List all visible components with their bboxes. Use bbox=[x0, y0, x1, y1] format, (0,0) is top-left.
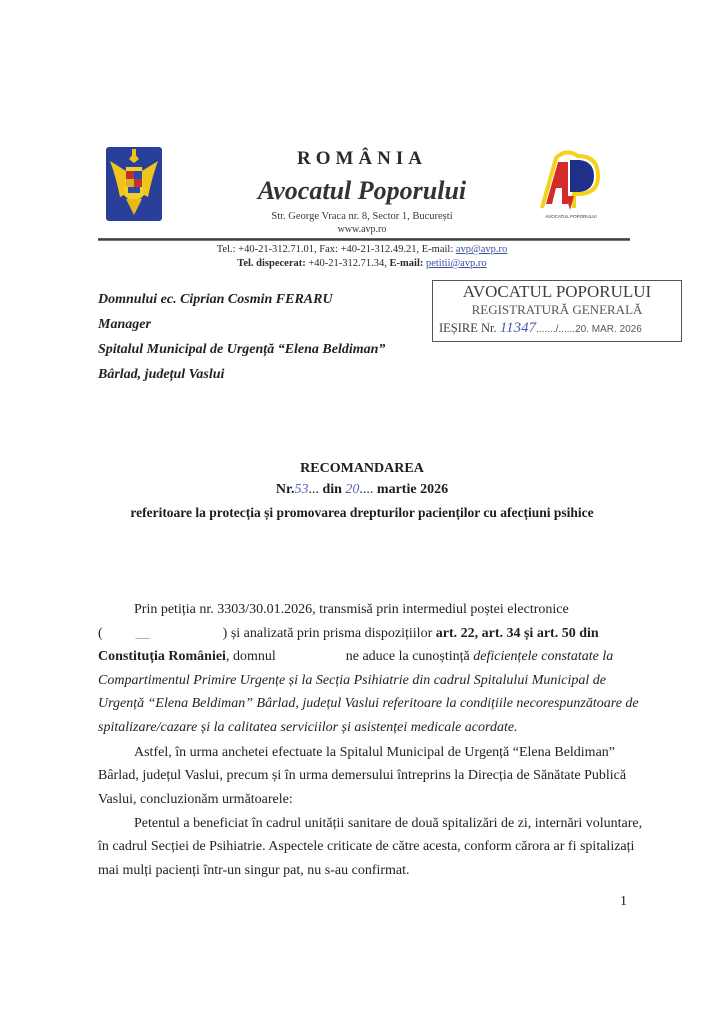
month-year: martie 2026 bbox=[376, 482, 449, 497]
header-divider bbox=[98, 238, 630, 241]
stamp-title: AVOCATUL POPORULUI bbox=[462, 282, 652, 301]
din-label: din bbox=[322, 482, 342, 497]
p3-line-1: Petentul a beneficiat în cadrul unității sanitare de două spitalizări de zi, internări voluntare, bbox=[134, 816, 643, 831]
stamp-date: 20. MAR. 2026 bbox=[575, 324, 642, 335]
header-institution: Avocatul Poporului bbox=[257, 176, 467, 205]
addressee-location: Bârlad, județul Vaslui bbox=[98, 367, 225, 382]
p2-line-3: Vaslui, concluzionăm următoarele: bbox=[98, 792, 293, 807]
logo-caption: AVOCATUL POPORULUI bbox=[545, 214, 597, 219]
addressee-name: Domnului ec. Ciprian Cosmin FERARU bbox=[98, 292, 333, 307]
p2-line-1: Astfel, în urma anchetei efectuate la Spitalul Municipal de Urgență “Elena Beldiman” bbox=[134, 745, 616, 760]
p1-line-3-text: ne aduce la cunoștință bbox=[345, 649, 474, 664]
document-number-line: Nr.53... din 20.... martie 2026 bbox=[275, 482, 449, 497]
stamp-separator: ......./...... bbox=[536, 324, 576, 335]
p3-line-3: mai mulți pacienți într-un singur pat, nu s-au confirmat. bbox=[98, 863, 410, 878]
stamp-exit-label: IEȘIRE Nr. bbox=[439, 321, 497, 335]
stamp-registry: REGISTRATURĂ GENERALĂ bbox=[471, 302, 643, 317]
stamp-handwritten-number: 11347 bbox=[499, 320, 537, 336]
nr-label: Nr. bbox=[275, 482, 295, 497]
romania-coat-of-arms-icon bbox=[106, 147, 162, 221]
p1-line-5: Urgență “Elena Beldiman” Bârlad, județul Vaslui referitoare la condițiile necorespunzătoare de bbox=[98, 696, 639, 711]
day-handwritten-value: 20 bbox=[345, 482, 360, 497]
p1-deficiencies: deficiențele constatate la bbox=[473, 649, 614, 664]
header-country: ROMÂNIA bbox=[297, 148, 427, 169]
p1-line-1: Prin petiția nr. 3303/30.01.2026, transmisă prin intermediul poștei electronice bbox=[134, 602, 569, 617]
contact-phone-fax: Tel.: +40-21-312.71.01, Fax: +40-21-312.49.21, E-mail: bbox=[216, 244, 456, 255]
email-label: E-mail: bbox=[389, 258, 424, 269]
redacted-email: __ bbox=[135, 626, 150, 641]
email-link-avp[interactable]: avp@avp.ro bbox=[455, 244, 508, 255]
p1-legal-articles: art. 22, art. 34 și art. 50 din bbox=[435, 626, 599, 641]
document-title: RECOMANDAREA bbox=[300, 461, 424, 476]
registry-stamp bbox=[432, 280, 682, 342]
p3-line-2: în cadrul Secției de Psihiatrie. Aspectele criticate de către acesta, conform cărora ar fi spitalizați bbox=[98, 839, 635, 854]
header-address: Str. George Vraca nr. 8, Sector 1, București bbox=[271, 211, 453, 222]
header-contact-line-2 bbox=[120, 257, 604, 270]
avp-logo-icon bbox=[536, 150, 606, 222]
stamp-exit-line bbox=[439, 319, 642, 337]
addressee-institution: Spitalul Municipal de Urgență “Elena Beldiman” bbox=[98, 342, 386, 357]
p1-domnul: , domnul bbox=[225, 649, 276, 664]
p1-line-6: spitalizare/cazare și la calitatea serviciilor și asistenței medicale acordate. bbox=[98, 720, 518, 735]
p1-redaction-open: ( bbox=[98, 626, 103, 641]
page-number: 1 bbox=[620, 894, 627, 909]
header-website[interactable]: www.avp.ro bbox=[337, 224, 387, 235]
p1-line-4: Compartimentul Primire Urgențe și la Secția Psihiatrie din cadrul Spitalului Municipal de bbox=[98, 673, 606, 688]
addressee-role: Manager bbox=[98, 317, 151, 332]
nr-handwritten-value: 53 bbox=[294, 482, 309, 497]
p1-constitution: Constituția României bbox=[98, 649, 226, 664]
p2-line-2: Bârlad, județul Vaslui, precum și în urma demersului întreprins la Direcția de Sănătate Publică bbox=[98, 768, 627, 783]
dispatcher-phone: +40-21-312.71.34, bbox=[305, 258, 390, 269]
p1-line-3 bbox=[98, 648, 630, 666]
email-link-petitii[interactable]: petitii@avp.ro bbox=[425, 258, 487, 269]
p1-line-2-text: ) și analizată prin prisma dispozițiilor bbox=[222, 626, 436, 641]
document-subject: referitoare la protecția și promovarea drepturilor pacienților cu afecțiuni psihice bbox=[130, 505, 594, 520]
header-contact-line-1 bbox=[120, 243, 604, 256]
p1-line-2 bbox=[98, 625, 630, 643]
dispatcher-label: Tel. dispecerat: bbox=[237, 258, 306, 269]
